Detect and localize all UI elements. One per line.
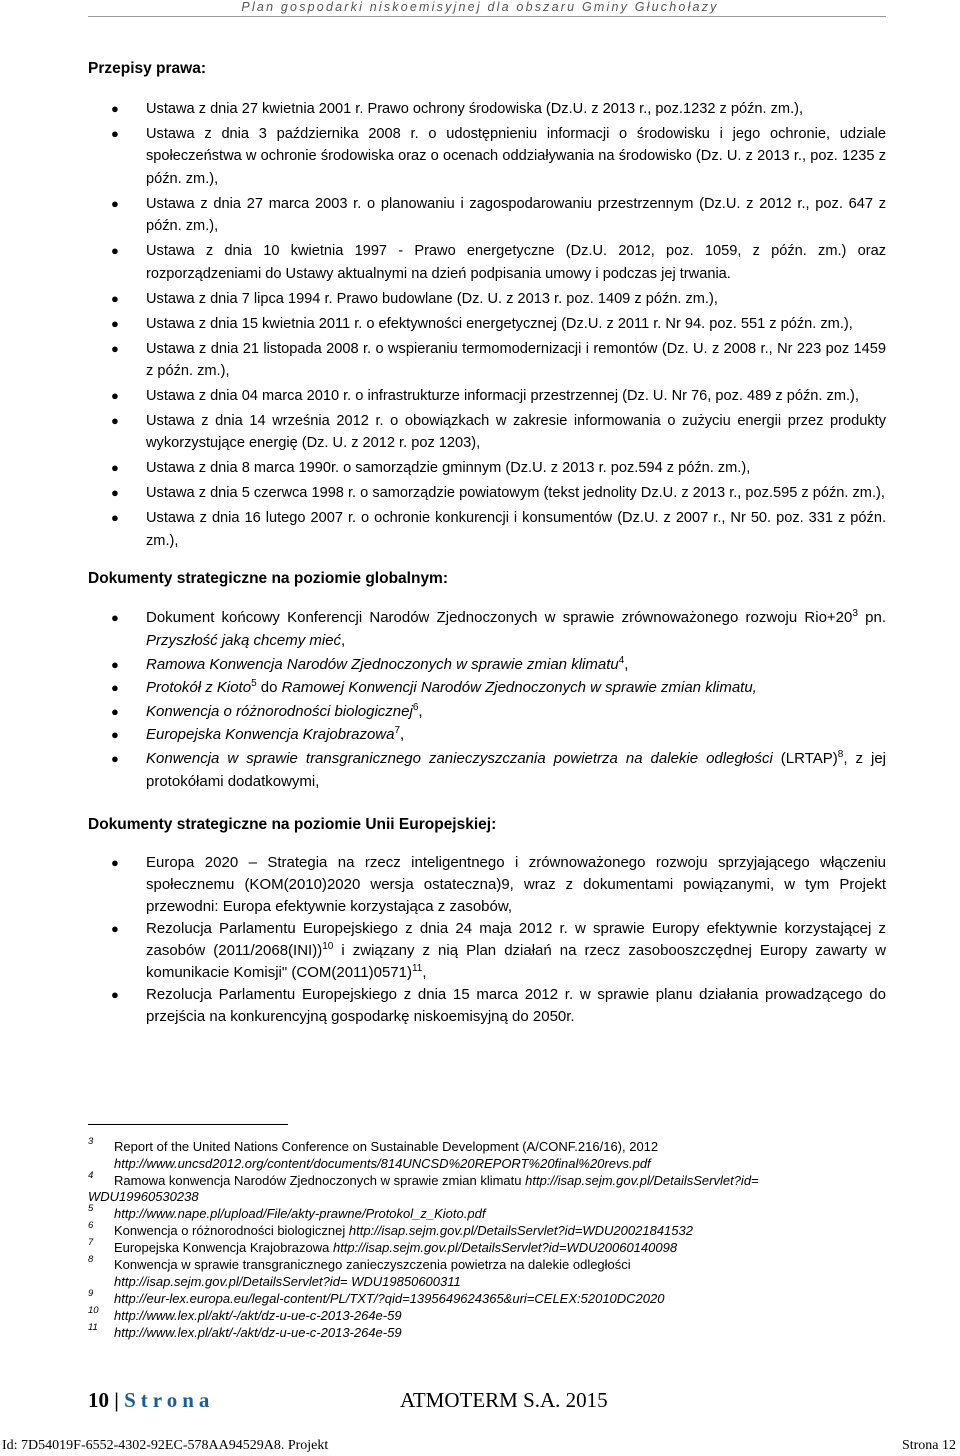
bullet-icon: ● [111,388,119,404]
footnote-number: 3 [88,1136,94,1147]
bullet-icon: ● [111,126,119,141]
list-item [88,240,886,285]
footnote-link[interactable]: http://isap.sejm.gov.pl/DetailsServlet?id=WDU20021841532 [348,1223,693,1238]
section-title-eu: Dokumenty strategiczne na poziomie Unii Europejskiej: [88,815,497,833]
footnote-link[interactable]: http://isap.sejm.gov.pl/DetailsServlet?id=WDU20060140098 [332,1240,678,1255]
list-item-text: Ustawa z dnia 7 lipca 1994 r. Prawo budowlane (Dz. U. z 2013 r. poz. 1409 z późn. zm.), [146,290,718,307]
page-footer [88,1388,886,1412]
item-text: , [400,726,405,744]
footnote [88,1307,886,1324]
section-title-laws: Przepisy prawa: [88,60,207,77]
list-item [88,98,886,120]
bullet-icon: ● [111,656,119,672]
item-title: Protokół z Kioto [146,679,252,697]
item-text: , [341,632,346,650]
item-text: Dokument końcowy Konferencji Narodów Zjednoczonych w sprawie zrównoważonego rozwoju Rio+20 [146,609,853,627]
item-title: Konwencja o różnorodności biologicznej [146,702,413,720]
item-text: do [256,679,282,697]
list-item [88,700,886,723]
page-word: Strona [124,1388,215,1412]
footnote-link[interactable]: http://isap.sejm.gov.pl/DetailsServlet?id= [525,1173,759,1188]
item-text: Europa 2020 – Strategia na rzecz inteligentnego i zrównoważonego rozwoju sprzyjającego włączeniu społecznemu (KOM(2010)2020 wersja ostateczna)9, wraz z dokumentami powiązanymi, w tym Projekt przewodni: Europa efektywnie korzystająca z zasobów, [146,853,886,915]
section-title-global: Dokumenty strategiczne na poziomie globalnym: [88,570,449,588]
bullet-icon: ● [111,485,119,501]
bullet-icon: ● [111,413,119,429]
list-item [88,507,886,552]
laws-list [88,98,886,552]
item-title: Przyszłość jaką chcemy mieć [146,632,342,650]
footnote-text: Europejska Konwencja Krajobrazowa [114,1240,333,1255]
item-text: , [418,702,423,720]
eu-list [88,852,886,1028]
main-content [88,58,886,1028]
list-item-text: Ustawa z dnia 5 czerwca 1998 r. o samorządzie powiatowym (tekst jednolity Dz.U. z 2013 r., poz.595 z późn. zm.), [146,485,885,502]
bullet-icon: ● [111,727,119,743]
footer-separator: | [114,1388,119,1412]
footnote-link[interactable]: http://www.lex.pl/akt/-/akt/dz-u-ue-c-2013-264e-59 [114,1308,402,1323]
item-title: Europejska Konwencja Krajobrazowa [146,726,395,744]
item-text: , [624,655,629,673]
item-text: , z jej protokółami dodatkowymi, [146,749,886,790]
item-title: Ramowa Konwencja Narodów Zjednoczonych w sprawie zmian klimatu [146,655,619,673]
list-item [88,457,886,479]
footnote-ref: 11 [411,962,423,974]
company-name: ATMOTERM S.A. 2015 [400,1388,608,1412]
bullet-icon: ● [111,920,119,936]
bullet-icon: ● [111,986,119,1002]
item-title: Ramowej Konwencji Narodów Zjednoczonych w sprawie zmian klimatu, [281,679,757,697]
footnote-text: Konwencja w sprawie transgranicznego zanieczyszczenia powietrza na dalekie odległości [114,1257,631,1272]
bullet-icon: ● [111,340,119,356]
footnote [88,1256,886,1290]
item-title: Konwencja w sprawie transgranicznego zanieczyszczania powietrza na dalekie odległości [146,749,773,767]
document-id: Id: 7D54019F-6552-4302-92EC-578AA94529A8. Projekt [2,1438,329,1453]
list-item [88,723,886,746]
footnote-link[interactable]: http://isap.sejm.gov.pl/DetailsServlet?id= WDU19850600311 [114,1274,461,1289]
list-item [88,193,886,238]
list-item [88,984,886,1028]
list-item-text: Ustawa z dnia 14 września 2012 r. o obowiązkach w zakresie informowania o zużyciu energii przez produkty wykorzystujące energię (Dz. U. z 2012 r. poz 1203), [146,413,886,452]
page-number: 10 [88,1388,109,1412]
list-item-text: Ustawa z dnia 15 kwietnia 2011 r. o efektywności energetycznej (Dz.U. z 2011 r. Nr 94. poz. 551 z późn. zm.), [146,315,853,332]
list-item [88,313,886,335]
bullet-icon: ● [111,510,119,526]
footnote [88,1290,886,1307]
bullet-icon: ● [111,680,119,696]
bullet-icon: ● [111,460,119,476]
list-item-text: Ustawa z dnia 21 listopada 2008 r. o wspieraniu termomodernizacji i remontów (Dz. U. z 2008 r., Nr 223 poz 1459 z późn. zm.), [146,340,886,380]
list-item-text: Ustawa z dnia 27 kwietnia 2001 r. Prawo ochrony środowiska (Dz.U. z 2013 r., poz.1232 z późn. zm.), [146,101,804,117]
footnotes [88,1138,886,1341]
list-item-text: Ustawa z dnia 10 kwietnia 1997 - Prawo energetyczne (Dz.U. 2012, poz. 1059, z późn. zm.) oraz rozporządzeniami do Ustawy aktualnymi na dzień podpisania umowy i podczas jej trwania. [146,243,886,282]
bullet-icon: ● [111,750,119,766]
footnote-ref: 6 [412,701,419,713]
bullet-icon: ● [111,703,119,719]
bullet-icon: ● [111,243,119,259]
list-item-text: Ustawa z dnia 3 października 2008 r. o udostępnieniu informacji o środowisku i jego ochronie, udziale społeczeństwa w ochronie środowiska oraz o ocenach oddziaływania na środowisko (Dz. U. z 2013 r., poz. 1235 z późn. zm.), [146,126,886,187]
header-rule [88,16,886,17]
footnote [88,1239,886,1256]
footnote-ref: 4 [618,654,625,666]
footnote [88,1205,886,1222]
footnote-number: 11 [88,1322,98,1333]
item-text: Rezolucja Parlamentu Europejskiego z dnia 24 maja 2012 r. w sprawie Europy efektywnie korzystającej z zasobów (2011/2068(INI)) [146,919,886,959]
list-item [88,123,886,190]
footnote-link[interactable]: http://www.nape.pl/upload/File/akty-prawne/Protokol_z_Kioto.pdf [114,1206,486,1221]
footnote-ref: 10 [322,940,334,952]
item-text: pn. [857,609,886,627]
list-item-text: Ustawa z dnia 04 marca 2010 r. o infrastrukturze informacji przestrzennej (Dz. U. Nr 76, poz. 489 z późn. zm.), [146,388,859,405]
list-item [88,385,886,407]
list-item [88,747,886,793]
list-item-text: Ustawa z dnia 8 marca 1990r. o samorządzie gminnym (Dz.U. z 2013 r. poz.594 z późn. zm.), [146,460,751,477]
list-item [88,676,886,699]
item-text: , [422,963,427,981]
footnote-text: Konwencja o różnorodności biologicznej [114,1223,349,1238]
list-item [88,653,886,676]
footnote-number: 4 [88,1170,94,1181]
list-item [88,288,886,310]
footnote-number: 7 [88,1237,94,1248]
document-id-bar [0,1438,960,1456]
footnote-number: 6 [88,1220,94,1231]
footnote-number: 5 [88,1203,94,1214]
document-page: Strona 12 [901,1438,956,1453]
page-number-block [88,1388,214,1413]
list-item [88,852,886,918]
item-text: Rezolucja Parlamentu Europejskiego z dnia 15 marca 2012 r. w sprawie planu działania prowadzącego do przejścia na konkurencyjną gospodarkę niskoemisyjną do 2050r. [146,985,886,1025]
list-item [88,410,886,455]
footnote-number: 10 [88,1305,99,1316]
bullet-icon: ● [111,101,119,116]
footnote-ref: 3 [852,608,858,620]
footnote-link[interactable]: http://eur-lex.europa.eu/legal-content/PL/TXT/?qid=1395649624365&uri=CELEX:52010DC2020 [114,1291,665,1306]
bullet-icon: ● [111,854,119,870]
list-item [88,338,886,383]
footnote-continuation [88,1188,886,1205]
footnote-separator [88,1124,288,1125]
global-list [88,606,886,793]
list-item [88,918,886,984]
bullet-icon: ● [111,610,119,626]
footnote [88,1138,886,1172]
footnote-number: 8 [88,1254,94,1265]
footnote-text: Report of the United Nations Conference on Sustainable Development (A/CONF.216/16), 2012 [114,1139,659,1154]
footnote-link[interactable]: http://www.uncsd2012.org/content/documents/814UNCSD%20REPORT%20final%20revs.pdf [114,1156,651,1171]
running-header: Plan gospodarki niskoemisyjnej dla obszaru Gminy Głuchołazy [241,0,719,14]
footnote-link[interactable]: http://www.lex.pl/akt/-/akt/dz-u-ue-c-2013-264e-59 [114,1325,402,1340]
footnote [88,1222,886,1239]
footnote-number: 9 [88,1288,94,1299]
footnote [88,1172,886,1189]
footnote-text: Ramowa konwencja Narodów Zjednoczonych w sprawie zmian klimatu [114,1173,526,1188]
bullet-icon: ● [111,315,119,331]
footnote-ref: 8 [837,748,844,760]
footnote [88,1324,886,1341]
footnote-ref: 7 [394,725,401,737]
bullet-icon: ● [111,195,119,211]
footnote-link[interactable]: WDU19960530238 [88,1189,199,1204]
item-text: (LRTAP) [772,749,838,767]
footnote-ref: 5 [251,678,257,690]
list-item-text: Ustawa z dnia 16 lutego 2007 r. o ochronie konkurencji i konsumentów (Dz.U. z 2007 r., Nr 50. poz. 331 z późn. zm.), [146,510,886,549]
list-item [88,482,886,504]
list-item [88,606,886,652]
item-text: i związany z nią Plan działań na rzecz zasobooszczędnej Europy zawarty w komunikacie Komisji" (COM(2011)0571) [146,941,886,981]
list-item-text: Ustawa z dnia 27 marca 2003 r. o planowaniu i zagospodarowaniu przestrzennym (Dz.U. z 2012 r., poz. 647 z późn. zm.), [146,195,886,235]
bullet-icon: ● [111,290,119,306]
